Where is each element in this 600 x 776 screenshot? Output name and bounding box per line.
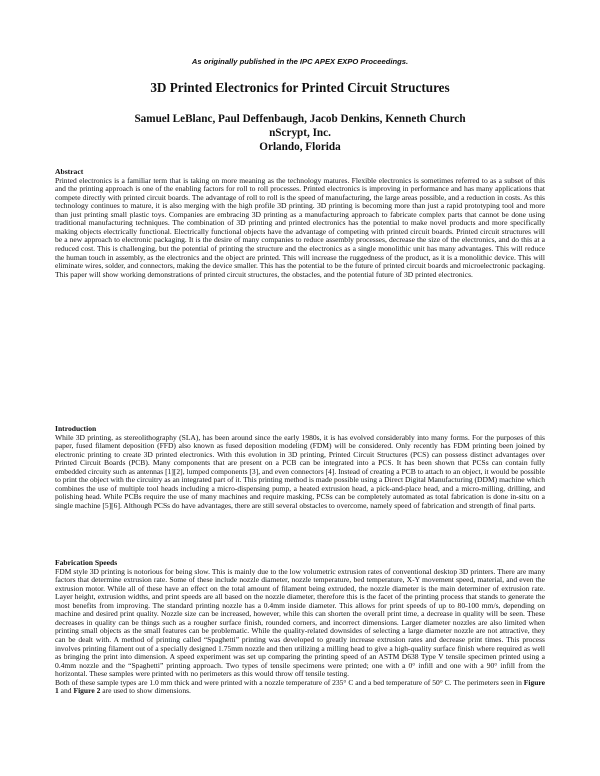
fabrication-text-2-and: and: [58, 686, 74, 696]
introduction-section: [55, 425, 545, 511]
fabrication-text: FDM style 3D printing is notorious for being slow. This is mainly due to the low volumetric extrusion rates of conventional desktop 3D printers. There are many factors that determine extrusion rate. Some of these include nozzle diameter, nozzle temperature, bed temperature, X-Y movement speed, material, and even the extrusion motor. While all of these have an effect on the total amount of filament being extruded, the nozzle diameter is the main determiner of extrusion rate. Layer height, extrusion widths, and print speeds are all based on the nozzle diameter, therefore this is the facet of the printing process that stands to generate the most benefits from improving. The standard printing nozzle has a 0.4mm inside diameter. This allows for print speeds of up to 80-100 mm/s, depending on machine and desired print quality. Nozzle size can be increased, however, while this can shorten the overall print time, a decrease in quality will be seen. These decreases in quality can be things such as a rougher surface finish, rounded corners, and incorrect dimensions. Larger diameter nozzles are also limited when printing small objects as the small features can be problematic. While the quality-related downsides of selecting a large diameter nozzle are not attractive, they can be dealt with. A method of printing called “Spaghetti” printing was developed to greatly increase extrusion rates and decrease print times. This process involves printing filament out of a specially designed 1.75mm nozzle and then utilizing a milling head to give a high-quality surface finish where required as well as bringing the print into dimension. A speed experiment was set up comparing the printing speed of an ASTM D638 Type V tensile specimen printed using a 0.4mm nozzle and the “Spaghetti” printing approach. Two types of tensile specimens were printed; one with a 0° infill and one with a 90° infill from the horizontal. These samples were printed with no perimeters as this would throw off tensile testing.: [55, 566, 545, 679]
author-location: Orlando, Florida: [259, 141, 341, 153]
abstract-section: [55, 168, 545, 279]
introduction-text: While 3D printing, as stereolithography (SLA), has been around since the early 1980s, it is has evolved considerably into many forms. For the purposes of this paper, fused filament deposition (FFD) also known as fused deposition modeling (FDM) will be considered. Only recently has FDM printing been joined by electronic printing to create 3D printed electronics. With this evolution in 3D printing, Printed Circuit Structures (PCS) can possess distinct advantages over Printed Circuit Boards (PCB). Many components that are present on a PCB can be integrated into a PCS. It has been shown that PCSs can contain fully embedded circuity such as antennas [1][2], lumped components [3], and even connectors [4]. Instead of creating a PCB to attach to an object, it would be possible to print the object with the circuitry as an integrated part of it. This printing method is made possible using a Direct Digital Manufacturing (DDM) machine which combines the use of multiple tool heads including a micro-dispensing pump, a heated extrusion head, a pick-and-place head, and a micro-milling, drilling, and polishing head. While PCBs require the use of many machines and require masking, PCSs can be completely automated as total fabrication is done in-situ on a single machine [5][6]. Although PCSs do have advantages, there are still several obstacles to overcome, namely speed of fabrication and strength of final parts.: [55, 432, 545, 510]
abstract-heading: Abstract: [55, 167, 84, 176]
introduction-heading: Introduction: [55, 424, 97, 433]
fabrication-text-2: [55, 679, 545, 696]
author-block: [0, 112, 600, 154]
fabrication-text-2-after: are used to show dimensions.: [100, 686, 191, 696]
author-company: nScrypt, Inc.: [269, 127, 331, 139]
author-names: Samuel LeBlanc, Paul Deffenbaugh, Jacob Denkins, Kenneth Church: [134, 113, 466, 125]
figure-1-reference: Figure 1: [55, 677, 545, 696]
paper-title: 3D Printed Electronics for Printed Circuit Structures: [150, 80, 450, 95]
fabrication-section: [55, 559, 545, 696]
abstract-text: Printed electronics is a familiar term that is taking on more meaning as the technology matures. Flexible electronics is sometimes referred to as a subset of this and the printing approach is one of the enabling factors for roll to roll processes. Printed electronics is improving in performance and has many applications that compete directly with printed circuit boards. The advantage of roll to roll is the speed of manufacturing, the large areas possible, and a reduction in costs. As this technology continues to mature, it is also merging with the high profile 3D printing. 3D printing is becoming more than just a rapid prototyping tool and more than just printing small plastic toys. Companies are embracing 3D printing as a manufacturing approach to fabricate complex parts that cannot be done using traditional manufacturing techniques. The combination of 3D printing and printed electronics has the potential to make novel products and more specifically making objects electrically functional. Electrically functional objects have the advantage of competing with printed circuit boards. Printed circuit structures will be a new approach to electronic packaging. It is the desire of many companies to reduce assembly processes, decrease the size of the electronics, and do this at a reduced cost. This is challenging, but the potential of printing the structure and the electronics as a single monolithic unit has many advantages. This will reduce the human touch in assembly, as the electronics and the object are printed. This will increase the ruggedness of the product, as it is a monolithic device. This will eliminate wires, solder, and connectors, making the device smaller. This has the potential to be the future of printed circuit boards and microelectronic packaging. This paper will show working demonstrations of printed circuit structures, the obstacles, and the potential future of 3D printed electronics.: [55, 175, 545, 279]
publication-banner: As originally published in the IPC APEX EXPO Proceedings.: [191, 57, 409, 66]
figure-2-reference: Figure 2: [73, 686, 101, 696]
fabrication-heading: Fabrication Speeds: [55, 558, 118, 567]
fabrication-text-2-before: Both of these sample types are 1.0 mm thick and were printed with a nozzle temperature of 235° C and a bed temperature of 50° C. The perimeters seen in: [55, 677, 524, 687]
